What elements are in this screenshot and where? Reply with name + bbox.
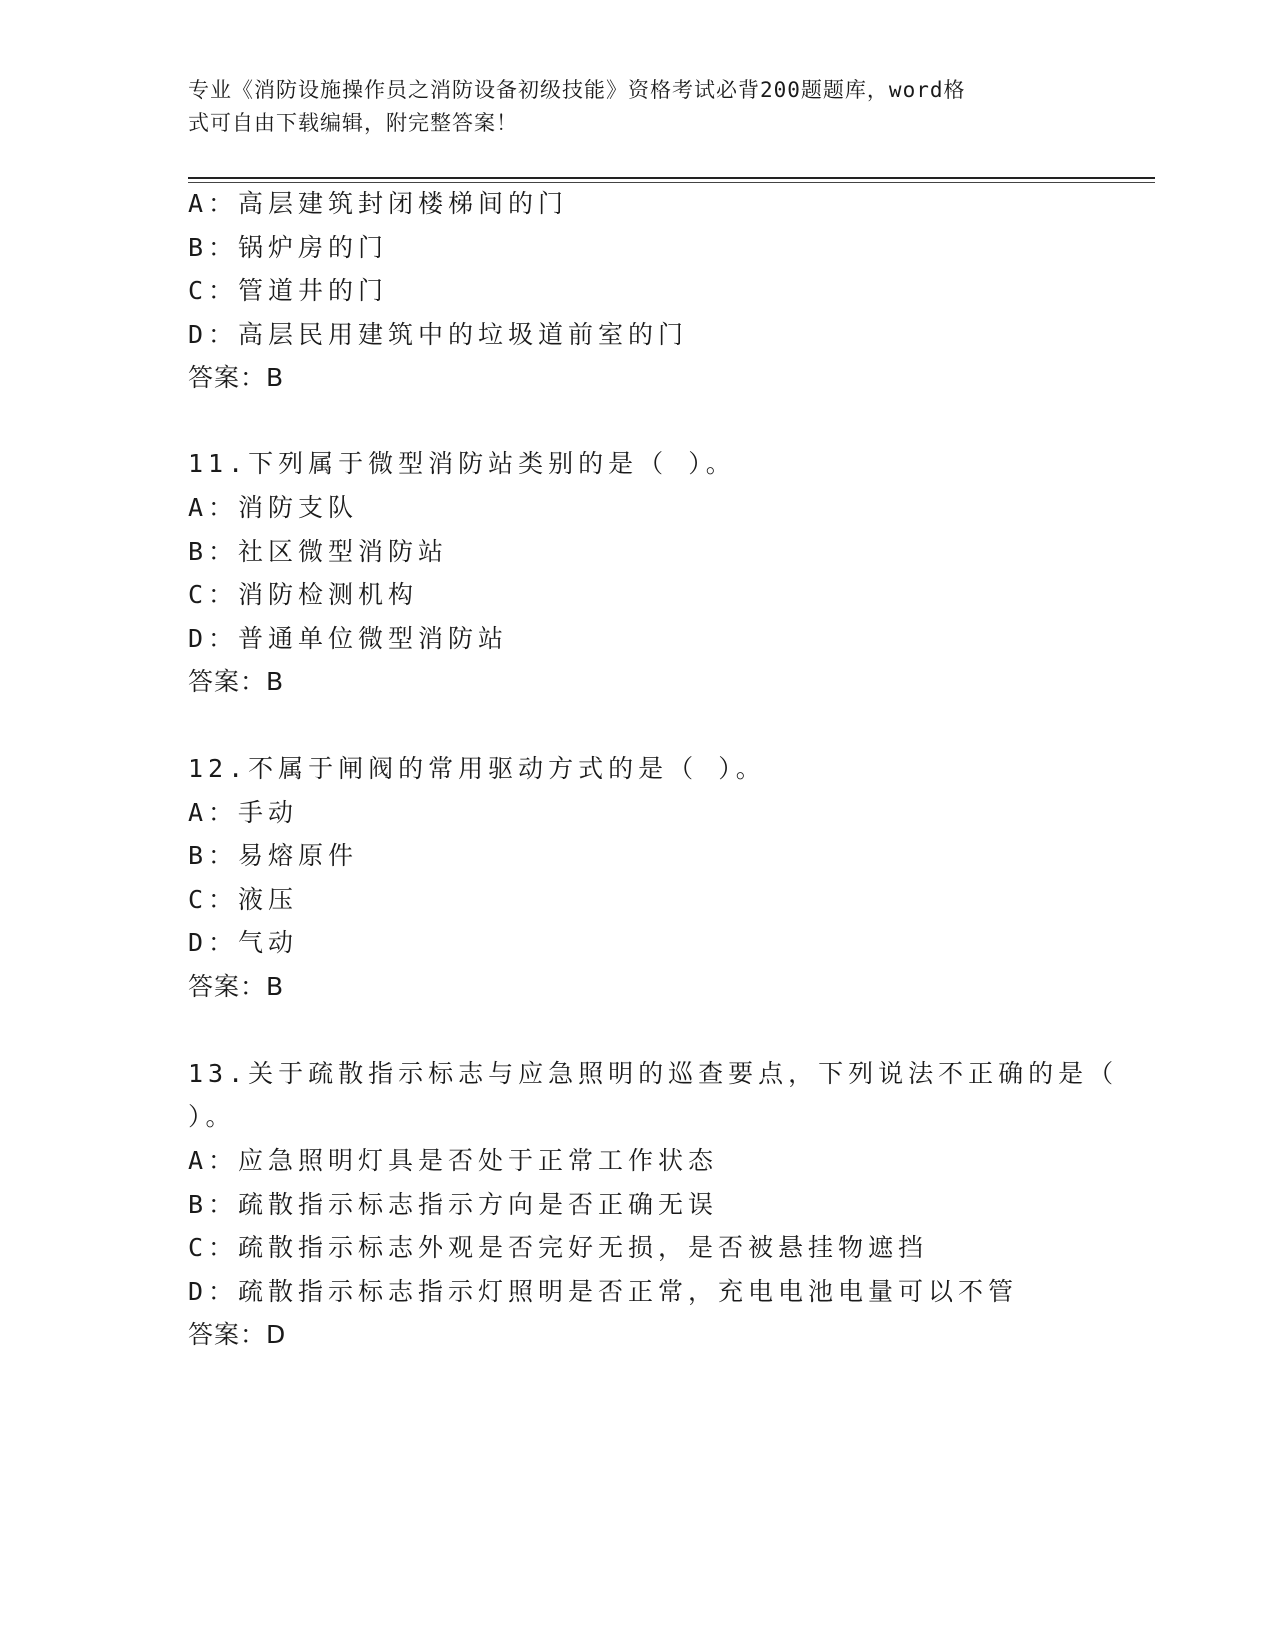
answer-line (188, 363, 284, 393)
option-c: C：消防检测机构 (188, 580, 419, 609)
answer-value: D (266, 1320, 287, 1349)
header-line-2: 式可自由下载编辑，附完整答案！ (188, 111, 518, 135)
option-c: C：管道井的门 (188, 276, 389, 305)
answer-value: B (266, 972, 285, 1001)
question-stem: 11.下列属于微型消防站类别的是（ ）。 (188, 449, 736, 478)
question-stem-line-2: ）。 (188, 1102, 236, 1131)
header-line-1: 专业《消防设施操作员之消防设备初级技能》资格考试必背200题题库，word格 (188, 78, 966, 102)
option-d: D：高层民用建筑中的垃圾道前室的门 (188, 320, 689, 349)
answer-value: B (266, 363, 285, 392)
option-b: B：锅炉房的门 (188, 233, 389, 262)
option-c: C：疏散指示标志外观是否完好无损，是否被悬挂物遮挡 (188, 1233, 929, 1262)
option-a: A：应急照明灯具是否处于正常工作状态 (188, 1146, 719, 1175)
answer-value: B (266, 667, 285, 696)
header-rule-thin (188, 182, 1155, 183)
answer-line (188, 667, 284, 697)
answer-label: 答案： (188, 667, 267, 696)
answer-label: 答案： (188, 1320, 267, 1349)
answer-label: 答案： (188, 972, 267, 1001)
option-b: B：社区微型消防站 (188, 537, 449, 566)
answer-line (188, 1320, 286, 1350)
option-c: C：液压 (188, 885, 299, 914)
option-d: D：普通单位微型消防站 (188, 624, 509, 653)
answer-label: 答案： (188, 363, 267, 392)
option-a: A：消防支队 (188, 493, 359, 522)
question-stem: 12.不属于闸阀的常用驱动方式的是（ ）。 (188, 754, 766, 783)
header-rule-thick (188, 177, 1155, 179)
option-a: A：高层建筑封闭楼梯间的门 (188, 189, 569, 218)
option-d: D：疏散指示标志指示灯照明是否正常，充电电池电量可以不管 (188, 1277, 1019, 1306)
option-b: B：易熔原件 (188, 841, 359, 870)
answer-line (188, 972, 284, 1002)
option-b: B：疏散指示标志指示方向是否正确无误 (188, 1190, 719, 1219)
question-stem-line-1: 13.关于疏散指示标志与应急照明的巡查要点，下列说法不正确的是（ (188, 1059, 1119, 1088)
document-header (188, 74, 1068, 140)
option-d: D：气动 (188, 928, 299, 957)
option-a: A：手动 (188, 798, 299, 827)
